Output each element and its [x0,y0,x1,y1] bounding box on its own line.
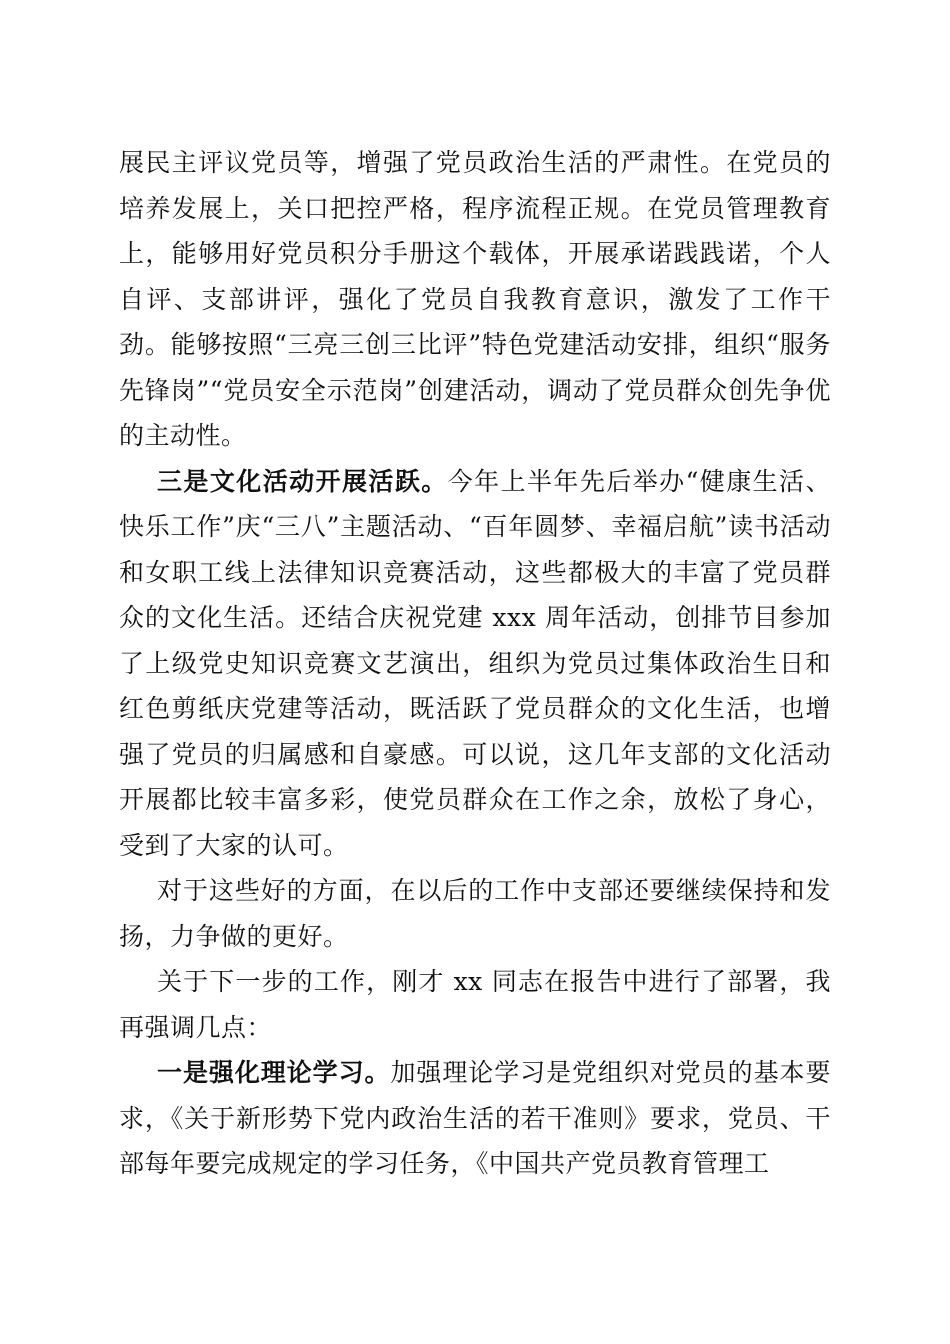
paragraph-heading: 一是强化理论学习。 [157,1058,391,1087]
paragraph-text: 今年上半年先后举办“健康生活、快乐工作”庆“三八”主题活动、“百年圆梦、幸福启航”读书活动和女职工线上法律知识竞赛活动，这些都极大的丰富了党员群众的文化生活。还结合庆祝党建 xxx 周年活动，创排节目参加了上级党史知识竞赛文艺演出，组织为党员过集体政治生日和红色剪纸庆党建等活动，既活跃了党员群众的文化生活，也增强了党员的归属感和自豪感。可以说，这几年支部的文化活动开展都比较丰富多彩，使党员群众在工作之余，放松了身心，受到了大家的认可。 [119,466,831,860]
paragraph-culture-activities [119,459,831,869]
paragraph-text: 关于下一步的工作，刚才 xx 同志在报告中进行了部署，我再强调几点： [119,967,831,1042]
paragraph-continued [119,140,831,459]
paragraph-good-aspects [119,868,831,959]
document-body [119,140,831,1187]
paragraph-text: 加强理论学习是党组织对党员的基本要求，《关于新形势下党内政治生活的若干准则》要求，党员、干部每年要完成规定的学习任务，《中国共产党员教育管理工 [119,1058,831,1178]
paragraph-heading: 三是文化活动开展活跃。 [157,466,448,496]
paragraph-text: 对于这些好的方面，在以后的工作中支部还要继续保持和发扬，力争做的更好。 [119,876,831,951]
paragraph-text: 展民主评议党员等，增强了党员政治生活的严肃性。在党员的培养发展上，关口把控严格，程序流程正规。在党员管理教育上，能够用好党员积分手册这个载体，开展承诺践践诺，个人自评、支部讲评，强化了党员自我教育意识，激发了工作干劲。能够按照“三亮三创三比评”特色党建活动安排，组织“服务先锋岗”“党员安全示范岗”创建活动，调动了党员群众创先争优的主动性。 [119,148,831,450]
paragraph-next-steps [119,959,831,1050]
paragraph-theory-study [119,1050,831,1187]
